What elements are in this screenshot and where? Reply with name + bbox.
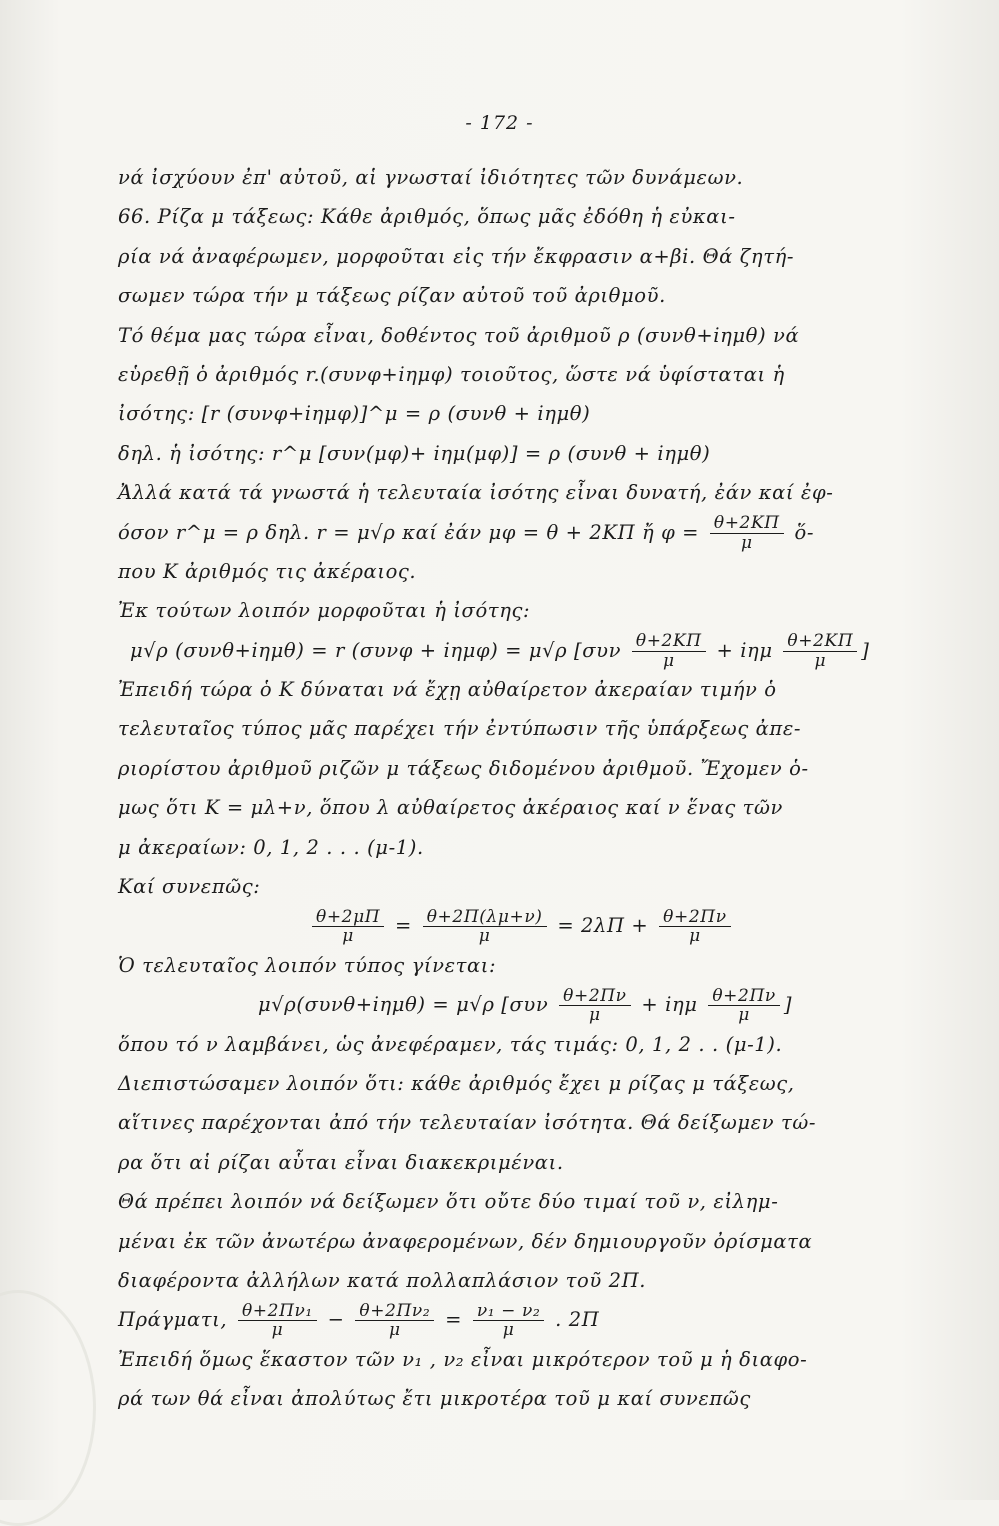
eq-text: Πράγματι, xyxy=(118,1308,234,1332)
text-line: Ἐπειδή ὅμως ἕκαστον τῶν ν₁ , ν₂ εἶναι μικρότερον τοῦ μ ἡ διαφο- xyxy=(118,1347,808,1371)
eq-text: μ√ρ(συνθ+iημθ) = μ√ρ [συν xyxy=(258,993,556,1017)
fraction-numerator: θ+2Πν xyxy=(559,987,630,1007)
equation-line xyxy=(118,513,958,552)
fraction xyxy=(708,987,779,1025)
text-line: ὅπου τό ν λαμβάνει, ὡς ἀνεφέραμεν, τάς τιμάς: 0, 1, 2 . . (μ-1). xyxy=(118,1032,783,1056)
text-line: ρά των θά εἶναι ἀπολύτως ἔτι μικροτέρα τοῦ μ καί συνεπῶς xyxy=(118,1387,751,1411)
fraction xyxy=(659,908,730,946)
fraction xyxy=(312,908,384,946)
text-line: τελευταῖος τύπος μᾶς παρέχει τήν ἐντύπωσιν τῆς ὑπάρξεως ἀπε- xyxy=(118,717,802,741)
text-line: Διεπιστώσαμεν λοιπόν ὅτι: κάθε ἀριθμός ἔχει μ ρίζας μ τάξεως, xyxy=(118,1071,795,1095)
eq-text: + iημ xyxy=(634,993,705,1017)
page-body xyxy=(118,158,958,1419)
fraction-numerator: θ+2Πν xyxy=(708,987,779,1007)
equation-line xyxy=(118,1300,958,1339)
text-line: Ἐκ τούτων λοιπόν μορφοῦται ἡ ἰσότης: xyxy=(118,599,531,623)
eq-text: = xyxy=(388,914,419,938)
fraction-denominator: μ xyxy=(478,926,491,947)
fraction xyxy=(632,632,706,670)
fraction-denominator: μ xyxy=(342,926,354,947)
text-line: Καί συνεπῶς: xyxy=(118,875,261,899)
fraction-numerator: θ+2ΚΠ xyxy=(632,632,706,652)
eq-text: = 2λΠ + xyxy=(550,914,656,938)
fraction-denominator: μ xyxy=(389,1320,401,1341)
text-line: Ἀλλά κατά τά γνωστά ἡ τελευταία ἰσότης εἶναι δυνατή, ἐάν καί ἐφ- xyxy=(118,481,834,505)
equation-line xyxy=(118,631,958,670)
root-expression: μ√ρ xyxy=(357,520,396,544)
fraction xyxy=(238,1302,317,1340)
text-line: διαφέροντα ἀλλήλων κατά πολλαπλάσιον τοῦ 2Π. xyxy=(118,1268,647,1292)
fraction-denominator: μ xyxy=(662,650,675,671)
section-heading-line: 66. Ρίζα μ τάξεως: Κάθε ἀριθμός, ὅπως μᾶς ἐδόθη ἡ εὐκαι- xyxy=(118,205,736,229)
eq-text: ὅ- xyxy=(787,520,815,544)
fraction xyxy=(423,908,547,946)
text-line: που Κ ἀριθμός τις ἀκέραιος. xyxy=(118,559,417,583)
text-line: μως ὅτι Κ = μλ+ν, ὅπου λ αὐθαίρετος ἀκέραιος καί ν ἕνας τῶν xyxy=(118,796,784,820)
text-line: νά ἰσχύουν ἐπ' αὐτοῦ, αἱ γνωσταί ἰδιότητες τῶν δυνάμεων. xyxy=(118,166,744,189)
fraction-numerator: θ+2Πν xyxy=(659,908,730,928)
eq-text: καί ἐάν μφ = θ + 2ΚΠ ἤ φ = xyxy=(395,520,706,544)
fraction-numerator: θ+2ΚΠ xyxy=(783,632,857,652)
eq-text: ] xyxy=(861,638,870,662)
fraction-denominator: μ xyxy=(502,1320,515,1341)
fraction-denominator: μ xyxy=(740,532,753,553)
text-line: ρία νά ἀναφέρωμεν, μορφοῦται εἰς τήν ἔκφρασιν α+βi. Θά ζητή- xyxy=(118,244,795,268)
eq-text: = xyxy=(438,1308,469,1332)
fraction-numerator: θ+2Πν₂ xyxy=(355,1302,434,1322)
text-line: αἵτινες παρέχονται ἀπό τήν τελευταίαν ἰσότητα. Θά δείξωμεν τώ- xyxy=(118,1111,817,1135)
text-line: Τό θέμα μας τώρα εἶναι, δοθέντος τοῦ ἀριθμοῦ ρ (συνθ+iημθ) νά xyxy=(118,323,800,347)
fraction xyxy=(710,514,784,552)
text-line: Θά πρέπει λοιπόν νά δείξωμεν ὅτι οὔτε δύο τιμαί τοῦ ν, εἰλημ- xyxy=(118,1190,779,1214)
text-line: σωμεν τώρα τήν μ τάξεως ρίζαν αὐτοῦ τοῦ ἀριθμοῦ. xyxy=(118,284,666,308)
fraction-numerator: θ+2μΠ xyxy=(312,908,384,928)
eq-text: ] xyxy=(783,993,793,1017)
fraction-numerator: ν₁ − ν₂ xyxy=(473,1302,545,1322)
eq-text: . 2Π xyxy=(548,1308,600,1332)
eq-text: + iημ xyxy=(709,638,780,662)
text-line: μ ἀκεραίων: 0, 1, 2 . . . (μ-1). xyxy=(118,835,424,859)
fraction xyxy=(355,1302,434,1340)
fraction-denominator: μ xyxy=(689,926,701,947)
equation-line xyxy=(118,985,958,1024)
eq-text: όσον r^μ = ρ δηλ. r = xyxy=(118,520,358,544)
fraction-denominator: μ xyxy=(271,1320,284,1341)
equation-line xyxy=(118,906,958,945)
eq-text: μ√ρ (συνθ+iημθ) = r (συνφ + iημφ) = μ√ρ [συν xyxy=(130,638,628,662)
equation-line: ἰσότης: [r (συνφ+iημφ)]^μ = ρ (συνθ + iημθ) xyxy=(118,402,591,426)
page-number: - 172 - xyxy=(465,112,534,134)
fraction xyxy=(559,987,630,1025)
fraction xyxy=(473,1302,545,1340)
eq-text: − xyxy=(320,1308,352,1332)
fraction-numerator: θ+2Π(λμ+ν) xyxy=(423,908,547,928)
fraction-denominator: μ xyxy=(589,1005,601,1026)
equation-line: δηλ. ἡ ἰσότης: r^μ [συν(μφ)+ iημ(μφ)] = ρ (συνθ + iημθ) xyxy=(118,441,711,465)
text-line: Ἐπειδή τώρα ὁ Κ δύναται νά ἔχῃ αὐθαίρετον ἀκεραίαν τιμήν ὁ xyxy=(118,678,777,702)
text-line: ρα ὅτι αἱ ρίζαι αὗται εἶναι διακεκριμέναι. xyxy=(118,1150,564,1174)
fraction xyxy=(783,632,857,670)
fraction-numerator: θ+2ΚΠ xyxy=(710,514,784,534)
fraction-denominator: μ xyxy=(814,650,827,671)
fraction-denominator: μ xyxy=(738,1005,750,1026)
text-line: Ὁ τελευταῖος λοιπόν τύπος γίνεται: xyxy=(118,953,497,977)
fraction-numerator: θ+2Πν₁ xyxy=(238,1302,317,1322)
text-line: ριορίστου ἀριθμοῦ ριζῶν μ τάξεως διδομένου ἀριθμοῦ. Ἔχομεν ὁ- xyxy=(118,756,809,780)
text-line: εὑρεθῇ ὁ ἀριθμός r.(συνφ+iημφ) τοιοῦτος, ὥστε νά ὑφίσταται ἡ xyxy=(118,362,785,386)
text-line: μέναι ἐκ τῶν ἀνωτέρω ἀναφερομένων, δέν δημιουργοῦν ὀρίσματα xyxy=(118,1229,813,1253)
